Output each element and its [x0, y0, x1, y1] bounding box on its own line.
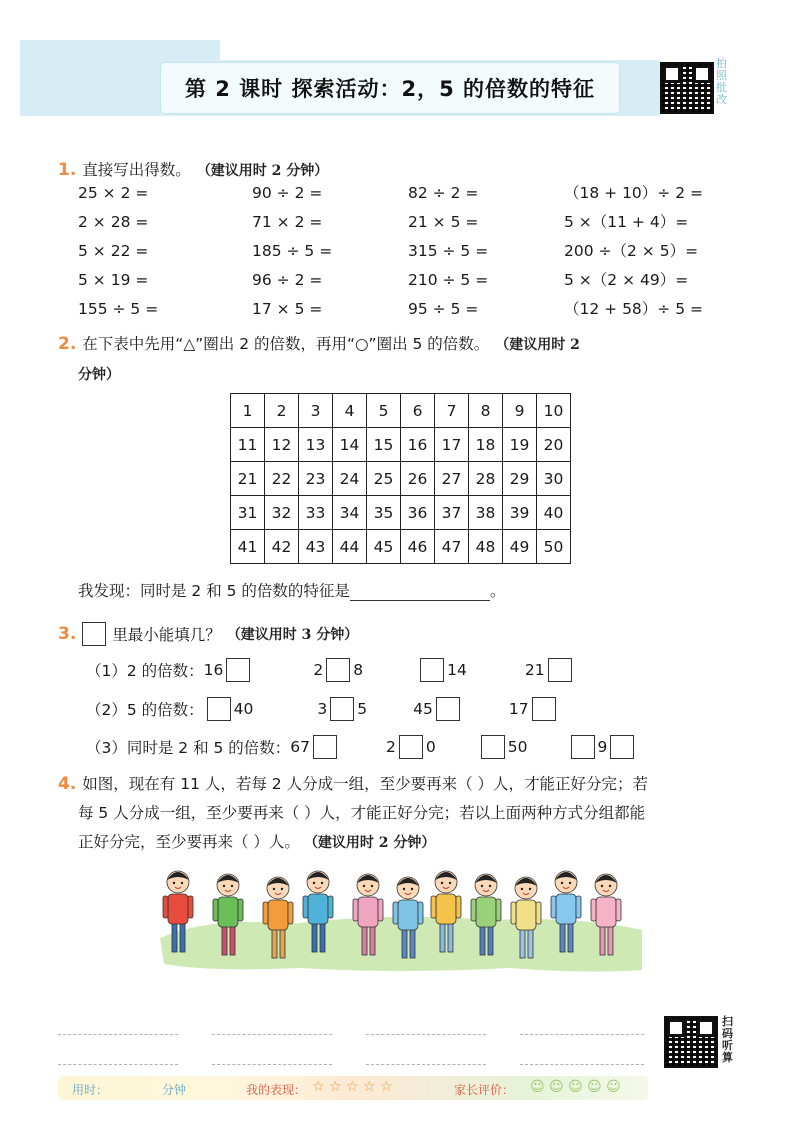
time-label: 用时： — [72, 1083, 109, 1097]
star-rating-icons[interactable]: ☆ ☆ ☆ ☆ ☆ — [312, 1079, 393, 1095]
table-row — [231, 496, 571, 530]
row-3-d-right-box[interactable] — [610, 735, 634, 759]
number-cell[interactable]: 48 — [469, 530, 503, 564]
number-cell[interactable]: 14 — [333, 428, 367, 462]
row-1-a-digits: 16 — [203, 661, 224, 679]
answer-line-3 — [366, 1034, 486, 1035]
question-1-heading — [58, 158, 328, 180]
performance-label: 我的表现： — [246, 1083, 307, 1097]
number-cell[interactable]: 5 — [367, 394, 401, 428]
row-3-d-left-box[interactable] — [571, 735, 595, 759]
row-3-c-box[interactable] — [481, 735, 505, 759]
question-2-text: 在下表中先用“△”圈出 2 的倍数，再用“○”圈出 5 的倍数。 — [82, 335, 490, 353]
question-2-heading — [58, 332, 580, 354]
number-cell[interactable]: 35 — [367, 496, 401, 530]
number-cell[interactable]: 4 — [333, 394, 367, 428]
table-row — [231, 462, 571, 496]
number-cell[interactable]: 21 — [231, 462, 265, 496]
question-4-heading — [58, 772, 648, 794]
number-cell[interactable]: 38 — [469, 496, 503, 530]
qr-photo-grading-label: 拍照批改 — [716, 57, 727, 106]
table-row — [231, 428, 571, 462]
calculation-item: 25 × 2 = — [78, 184, 149, 202]
calculation-item: 2 × 28 = — [78, 213, 149, 231]
children-illustration — [150, 858, 650, 974]
calculation-item: 5 × 22 = — [78, 242, 149, 260]
number-cell[interactable]: 9 — [503, 394, 537, 428]
footer-evaluation-bar — [58, 1076, 648, 1100]
number-cell[interactable]: 46 — [401, 530, 435, 564]
number-cell[interactable]: 18 — [469, 428, 503, 462]
number-cell[interactable]: 42 — [265, 530, 299, 564]
number-cell[interactable]: 15 — [367, 428, 401, 462]
lesson-title: 第 2 课时 探索活动：2，5 的倍数的特征 — [160, 62, 620, 114]
row-3-label: （3）同时是 2 和 5 的倍数： — [86, 739, 291, 757]
number-cell[interactable]: 49 — [503, 530, 537, 564]
qr-listening-label: 扫码听算 — [722, 1015, 733, 1064]
number-cell[interactable]: 7 — [435, 394, 469, 428]
number-cell[interactable]: 13 — [299, 428, 333, 462]
number-cell[interactable]: 29 — [503, 462, 537, 496]
row-3-b-right-digit: 0 — [425, 738, 436, 756]
number-cell[interactable]: 22 — [265, 462, 299, 496]
answer-line-5 — [58, 1064, 178, 1065]
row-3-a-digits: 67 — [290, 738, 311, 756]
calculation-item: 5 × 19 = — [78, 271, 149, 289]
number-cell[interactable]: 37 — [435, 496, 469, 530]
question-4-line-2: 每 5 人分成一组，至少要再来（ ）人，才能正好分完；若以上面两种方式分组都能 — [78, 804, 646, 822]
number-cell[interactable]: 28 — [469, 462, 503, 496]
parent-evaluation-label: 家长评价： — [454, 1083, 515, 1097]
number-cell[interactable]: 16 — [401, 428, 435, 462]
question-4-line-3-wrapper — [78, 830, 435, 852]
question-1-hint: （建议用时 2 分钟） — [196, 163, 329, 179]
answer-line-8 — [520, 1064, 644, 1065]
calculation-item: 21 × 5 = — [408, 213, 479, 231]
row-3-b-left-digit: 2 — [386, 738, 396, 756]
question-1-number: 1. — [58, 160, 77, 180]
number-cell[interactable]: 32 — [265, 496, 299, 530]
question-3-heading — [58, 622, 358, 646]
row-3-c-digits: 50 — [507, 738, 528, 756]
row-1-label: （1）2 的倍数： — [86, 662, 204, 680]
number-cell[interactable]: 45 — [367, 530, 401, 564]
question-4-number: 4. — [58, 774, 77, 794]
question-3-number: 3. — [58, 624, 77, 644]
row-1-b-left-digit: 2 — [313, 661, 324, 679]
smiley-rating-icons[interactable]: ☺ ☺ ☺ ☺ ☺ — [530, 1079, 621, 1095]
answer-line-4 — [520, 1034, 644, 1035]
number-cell[interactable]: 31 — [231, 496, 265, 530]
row-3-a-box[interactable] — [313, 735, 337, 759]
question-3-box-icon — [82, 622, 106, 646]
number-cell[interactable]: 2 — [265, 394, 299, 428]
question-4-line-3: 正好分完，至少要再来（ ）人。 — [78, 833, 300, 851]
answer-line-7 — [366, 1064, 486, 1065]
question-3-row-2 — [86, 697, 559, 721]
number-cell[interactable]: 41 — [231, 530, 265, 564]
calculation-item: 71 × 2 = — [252, 213, 323, 231]
number-cell[interactable]: 17 — [435, 428, 469, 462]
number-cell[interactable]: 8 — [469, 394, 503, 428]
calculation-item: 5 ×（11 + 4）= — [564, 213, 689, 231]
calculation-item: 82 ÷ 2 = — [408, 184, 479, 202]
number-table-1-to-50 — [230, 393, 571, 564]
row-2-d-digits: 17 — [508, 700, 529, 718]
question-1-text: 直接写出得数。 — [82, 161, 191, 179]
calculation-item: 96 ÷ 2 = — [252, 271, 323, 289]
row-2-c-box[interactable] — [436, 697, 460, 721]
row-1-d-box[interactable] — [548, 658, 572, 682]
finding-answer-blank[interactable] — [350, 584, 490, 601]
calculation-item: 17 × 5 = — [252, 300, 323, 318]
question-3-hint: （建议用时 3 分钟） — [226, 627, 359, 643]
number-cell[interactable]: 1 — [231, 394, 265, 428]
row-2-c-digits: 45 — [413, 700, 433, 718]
minutes-label: 分钟 — [162, 1083, 187, 1097]
number-cell[interactable]: 26 — [401, 462, 435, 496]
calculation-grid — [78, 182, 718, 321]
row-2-b-right-digit: 5 — [357, 700, 368, 718]
number-cell[interactable]: 30 — [537, 462, 571, 496]
hundred-table-wrapper — [230, 393, 571, 564]
number-cell[interactable]: 6 — [401, 394, 435, 428]
calculation-item: 315 ÷ 5 = — [408, 242, 489, 260]
header-tab-decoration — [20, 40, 220, 60]
row-2-b-box[interactable] — [330, 697, 354, 721]
calculation-item: 95 ÷ 5 = — [408, 300, 479, 318]
number-cell[interactable]: 36 — [401, 496, 435, 530]
number-cell[interactable]: 3 — [299, 394, 333, 428]
calculation-item: 5 ×（2 × 49）= — [564, 271, 689, 289]
number-cell[interactable]: 24 — [333, 462, 367, 496]
number-cell[interactable]: 43 — [299, 530, 333, 564]
number-cell[interactable]: 10 — [537, 394, 571, 428]
number-cell[interactable]: 40 — [537, 496, 571, 530]
table-row — [231, 530, 571, 564]
number-cell[interactable]: 20 — [537, 428, 571, 462]
row-3-d-digit: 9 — [597, 738, 608, 756]
row-2-a-digits: 40 — [233, 700, 254, 718]
answer-line-6 — [212, 1064, 332, 1065]
row-2-b-left-digit: 3 — [317, 700, 328, 718]
question-4-hint: （建议用时 2 分钟） — [303, 835, 436, 851]
row-1-d-digits: 21 — [524, 661, 545, 679]
number-cell[interactable]: 39 — [503, 496, 537, 530]
question-2-hint: （建议用时 2 — [495, 337, 580, 353]
row-1-b-box[interactable] — [326, 658, 350, 682]
answer-line-1 — [58, 1034, 178, 1035]
number-cell[interactable]: 34 — [333, 496, 367, 530]
number-cell[interactable]: 12 — [265, 428, 299, 462]
question-3-row-1 — [86, 658, 575, 682]
question-3-row-3 — [86, 735, 637, 759]
row-2-a-box[interactable] — [207, 697, 231, 721]
finding-suffix: 。 — [489, 582, 506, 600]
row-3-b-box[interactable] — [399, 735, 423, 759]
question-3-text: 里最小能填几？ — [112, 626, 221, 644]
qr-code-listening[interactable] — [664, 1016, 718, 1068]
number-cell[interactable]: 27 — [435, 462, 469, 496]
row-1-c-box[interactable] — [420, 658, 444, 682]
row-2-label: （2）5 的倍数： — [86, 701, 204, 719]
question-2-finding — [78, 579, 505, 601]
number-cell[interactable]: 23 — [299, 462, 333, 496]
row-1-c-digits: 14 — [447, 661, 467, 679]
number-cell[interactable]: 33 — [299, 496, 333, 530]
question-2-hint-continued: 分钟） — [78, 367, 120, 383]
question-2-number: 2. — [58, 334, 77, 354]
calculation-item: 155 ÷ 5 = — [78, 300, 159, 318]
row-1-a-box[interactable] — [226, 658, 250, 682]
number-cell[interactable]: 50 — [537, 530, 571, 564]
number-cell[interactable]: 11 — [231, 428, 265, 462]
question-4-line-1: 如图，现在有 11 人，若每 2 人分成一组，至少要再来（ ）人，才能正好分完；若 — [82, 775, 649, 793]
calculation-item: 210 ÷ 5 = — [408, 271, 489, 289]
calculation-item: 185 ÷ 5 = — [252, 242, 333, 260]
qr-code-photo-grading[interactable] — [660, 62, 714, 114]
calculation-item: 90 ÷ 2 = — [252, 184, 323, 202]
row-2-d-box[interactable] — [532, 697, 556, 721]
number-cell[interactable]: 19 — [503, 428, 537, 462]
calculation-item: （12 + 58）÷ 5 = — [564, 300, 703, 318]
row-1-b-right-digit: 8 — [353, 661, 364, 679]
number-cell[interactable]: 44 — [333, 530, 367, 564]
finding-prefix: 我发现：同时是 2 和 5 的倍数的特征是 — [78, 582, 350, 600]
number-cell[interactable]: 25 — [367, 462, 401, 496]
calculation-item: （18 + 10）÷ 2 = — [564, 184, 703, 202]
answer-line-2 — [212, 1034, 332, 1035]
number-cell[interactable]: 47 — [435, 530, 469, 564]
table-row — [231, 394, 571, 428]
calculation-item: 200 ÷（2 × 5）= — [564, 242, 699, 260]
